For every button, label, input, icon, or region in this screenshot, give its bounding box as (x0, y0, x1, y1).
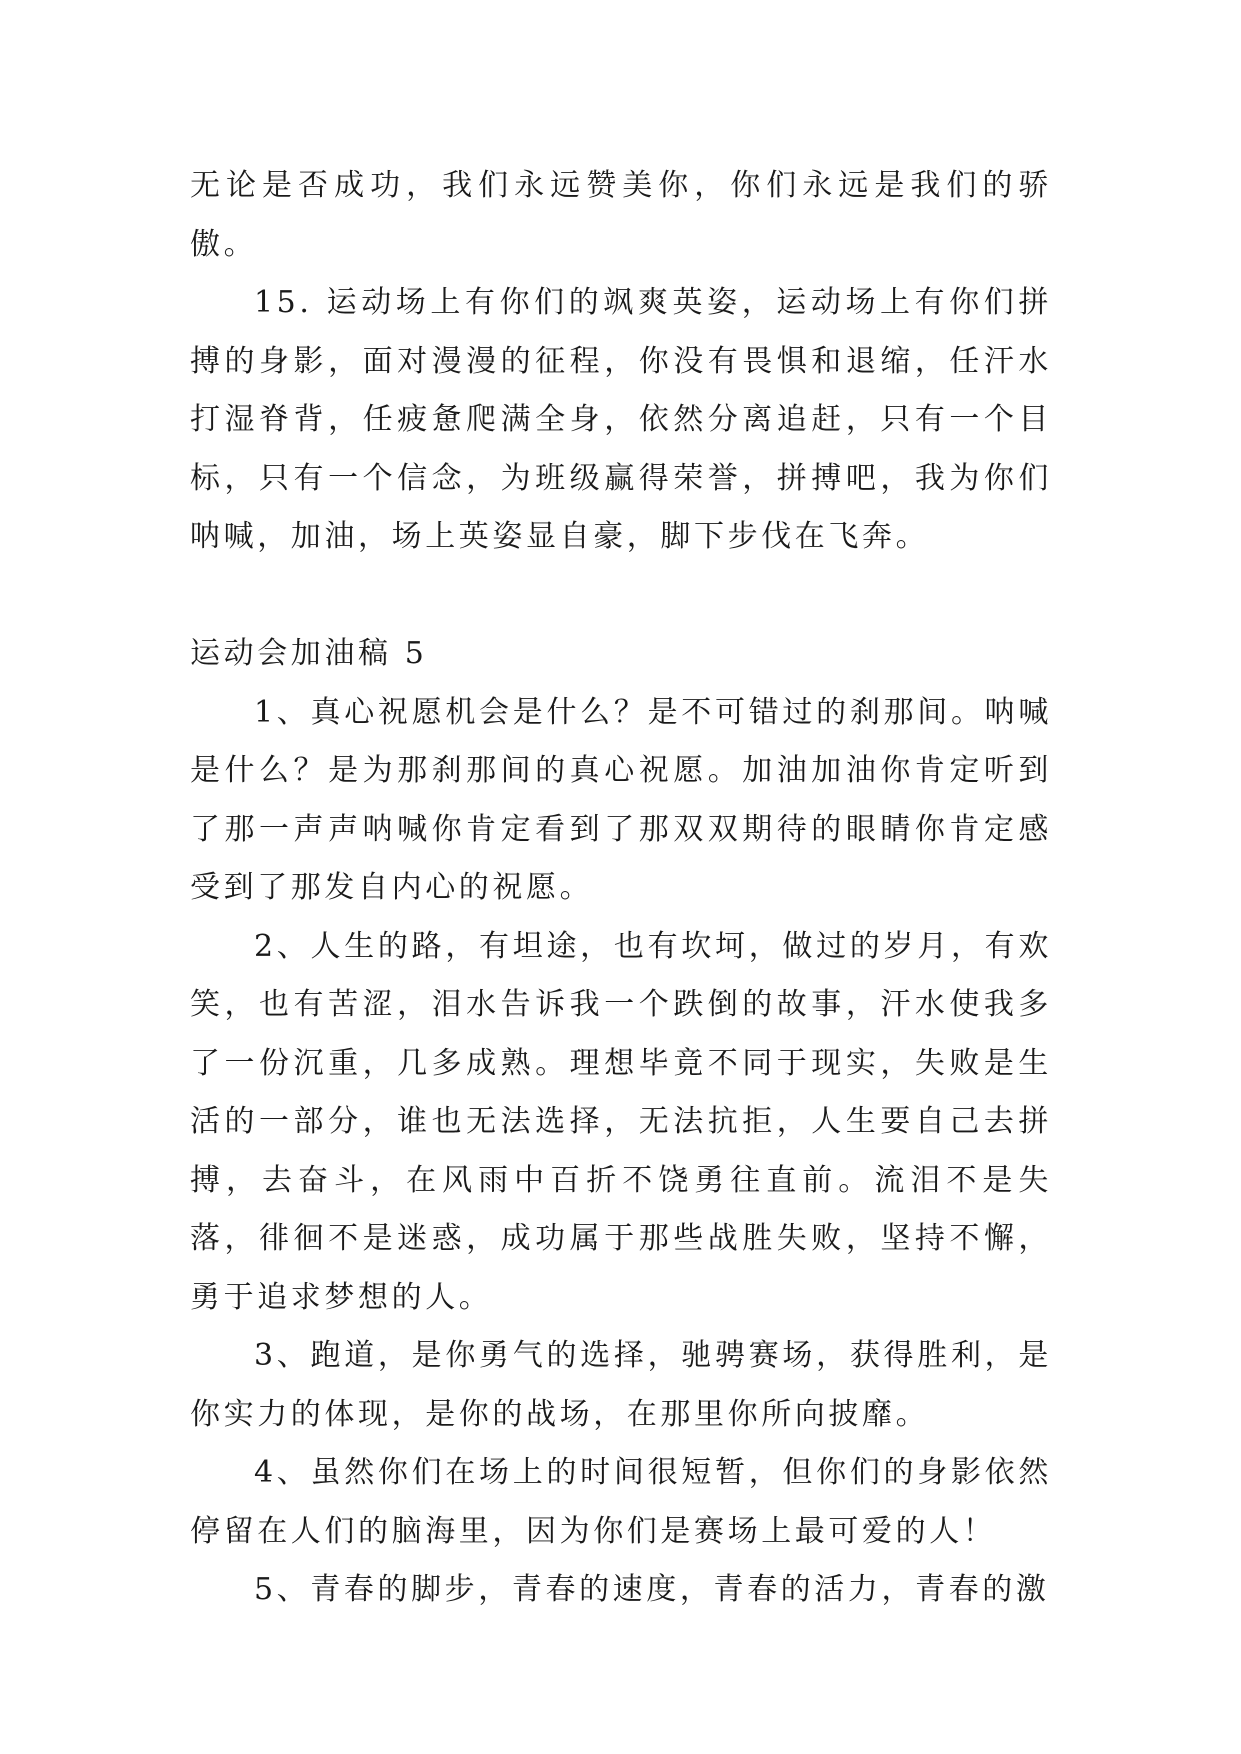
paragraph-item-1: 1、真心祝愿机会是什么？是不可错过的刹那间。呐喊是什么？是为那刹那间的真心祝愿。加油加油你肯定听到了那一声声呐喊你肯定看到了那双双期待的眼睛你肯定感受到了那发自内心的祝愿。 (190, 694, 1052, 905)
paragraph-item-5: 5、青春的脚步，青春的速度，青春的活力，青春的激 (254, 1572, 1050, 1607)
paragraph-item-15: 15. 运动场上有你们的飒爽英姿，运动场上有你们拼搏的身影，面对漫漫的征程，你没有畏惧和退缩，任汗水打湿脊背，任疲惫爬满全身，依然分离追赶，只有一个目标，只有一个信念，为班级赢得荣誉，拼搏吧，我为你们呐喊，加油，场上英姿显自豪，脚下步伐在飞奔。 (190, 285, 1052, 554)
paragraph-item-3: 3、跑道，是你勇气的选择，驰骋赛场，获得胜利，是你实力的体现，是你的战场，在那里你所向披靡。 (190, 1338, 1052, 1432)
section-title: 运动会加油稿 5 (190, 636, 428, 671)
paragraph-item-2: 2、人生的路，有坦途，也有坎坷，做过的岁月，有欢笑，也有苦涩，泪水告诉我一个跌倒的故事，汗水使我多了一份沉重，几多成熟。理想毕竟不同于现实，失败是生活的一部分，谁也无法选择，无法抗拒，人生要自己去拼搏，去奋斗，在风雨中百折不饶勇往直前。流泪不是失落，徘徊不是迷惑，成功属于那些战胜失败，坚持不懈，勇于追求梦想的人。 (190, 928, 1052, 1315)
document-body (190, 157, 1052, 1620)
section-spacer (190, 567, 1052, 626)
paragraph-item-4: 4、虽然你们在场上的时间很短暂，但你们的身影依然停留在人们的脑海里，因为你们是赛场上最可爱的人！ (190, 1455, 1052, 1549)
continuation-paragraph: 无论是否成功，我们永远赞美你，你们永远是我们的骄傲。 (190, 168, 1052, 262)
